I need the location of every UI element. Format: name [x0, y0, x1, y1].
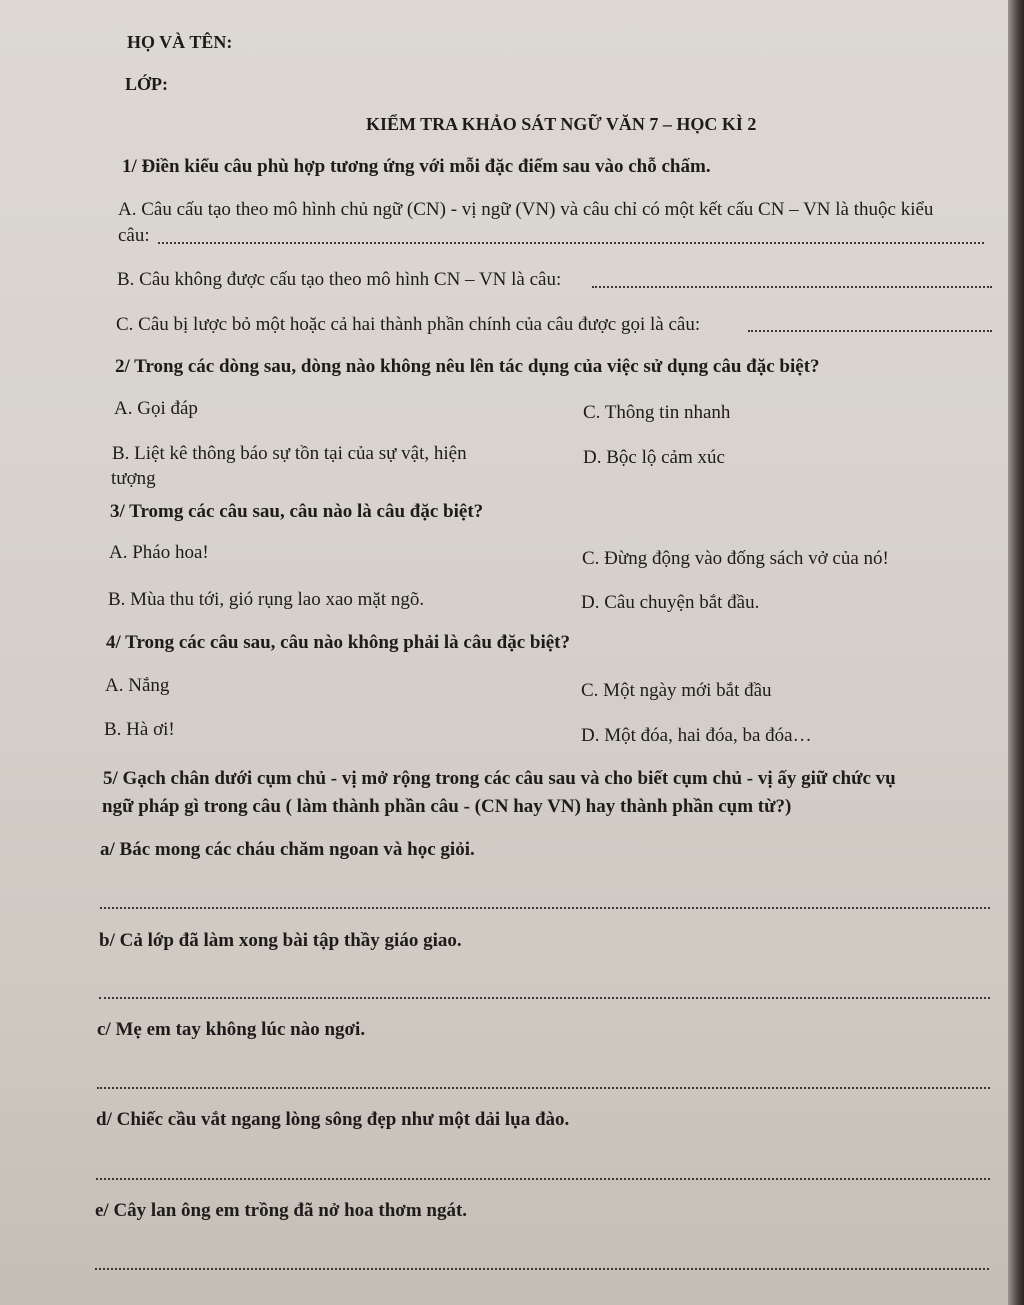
answer-line-1c[interactable] [748, 330, 992, 332]
question-2-prompt: 2/ Trong các dòng sau, dòng nào không nêu lên tác dụng của việc sử dụng câu đặc biệt? [115, 356, 820, 377]
answer-line-1a[interactable] [158, 242, 984, 244]
question-2-option-d[interactable]: D. Bộc lộ cảm xúc [583, 447, 725, 468]
question-3-option-d[interactable]: D. Câu chuyện bắt đầu. [581, 592, 760, 613]
question-2-option-b-line1[interactable]: B. Liệt kê thông báo sự tồn tại của sự vật, hiện [112, 443, 467, 464]
answer-line-5b[interactable] [99, 997, 990, 999]
question-4-option-c[interactable]: C. Một ngày mới bắt đầu [581, 680, 772, 701]
question-4-option-a[interactable]: A. Nắng [105, 675, 170, 696]
exam-title: KIỂM TRA KHẢO SÁT NGỮ VĂN 7 – HỌC KÌ 2 [366, 114, 757, 134]
answer-line-5d[interactable] [96, 1178, 990, 1180]
question-1-prompt: 1/ Điền kiểu câu phù hợp tương ứng với mỗi đặc điểm sau vào chỗ chấm. [122, 156, 711, 177]
question-3-option-b[interactable]: B. Mùa thu tới, gió rụng lao xao mặt ngõ. [108, 589, 425, 610]
question-3-option-a[interactable]: A. Pháo hoa! [109, 542, 209, 563]
question-1-c: C. Câu bị lược bỏ một hoặc cả hai thành phần chính của câu được gọi là câu: [116, 314, 701, 335]
question-1-a-line2: câu: [118, 225, 150, 246]
question-5-item-a: a/ Bác mong các cháu chăm ngoan và học giỏi. [100, 839, 475, 860]
question-5-item-e: e/ Cây lan ông em trồng đã nở hoa thơm ngát. [95, 1200, 468, 1221]
name-label: HỌ VÀ TÊN: [127, 32, 233, 52]
question-5-prompt-line2: ngữ pháp gì trong câu ( làm thành phần câu - (CN hay VN) hay thành phần cụm từ?) [102, 796, 792, 817]
question-4-prompt: 4/ Trong các câu sau, câu nào không phải là câu đặc biệt? [106, 632, 570, 653]
question-2-option-b-line2[interactable]: tượng [111, 468, 156, 489]
answer-line-1b[interactable] [592, 286, 992, 288]
question-1-b: B. Câu không được cấu tạo theo mô hình CN – VN là câu: [117, 269, 562, 290]
answer-line-5c[interactable] [97, 1087, 990, 1089]
paper-edge-shadow [1008, 0, 1024, 1305]
class-label: LỚP: [125, 74, 168, 94]
question-5-item-d: d/ Chiếc cầu vắt ngang lòng sông đẹp như một dải lụa đào. [96, 1109, 570, 1130]
question-3-option-c[interactable]: C. Đừng động vào đống sách vở của nó! [582, 548, 889, 569]
question-3-prompt: 3/ Tromg các câu sau, câu nào là câu đặc biệt? [110, 501, 484, 522]
question-4-option-d[interactable]: D. Một đóa, hai đóa, ba đóa… [581, 725, 812, 746]
question-5-prompt-line1: 5/ Gạch chân dưới cụm chủ - vị mở rộng trong các câu sau và cho biết cụm chủ - vị ấy giữ chức vụ [103, 768, 896, 789]
answer-line-5a[interactable] [100, 907, 990, 909]
answer-line-5e[interactable] [95, 1268, 989, 1270]
question-5-item-c: c/ Mẹ em tay không lúc nào ngơi. [97, 1019, 366, 1040]
question-4-option-b[interactable]: B. Hà ơi! [104, 719, 175, 740]
question-1-a-line1: A. Câu cấu tạo theo mô hình chủ ngữ (CN) - vị ngữ (VN) và câu chỉ có một kết cấu CN – VN là thuộc kiểu [118, 199, 934, 220]
question-5-item-b: b/ Cả lớp đã làm xong bài tập thầy giáo giao. [99, 930, 462, 951]
question-2-option-a[interactable]: A. Gọi đáp [114, 398, 198, 419]
question-2-option-c[interactable]: C. Thông tin nhanh [583, 402, 731, 423]
